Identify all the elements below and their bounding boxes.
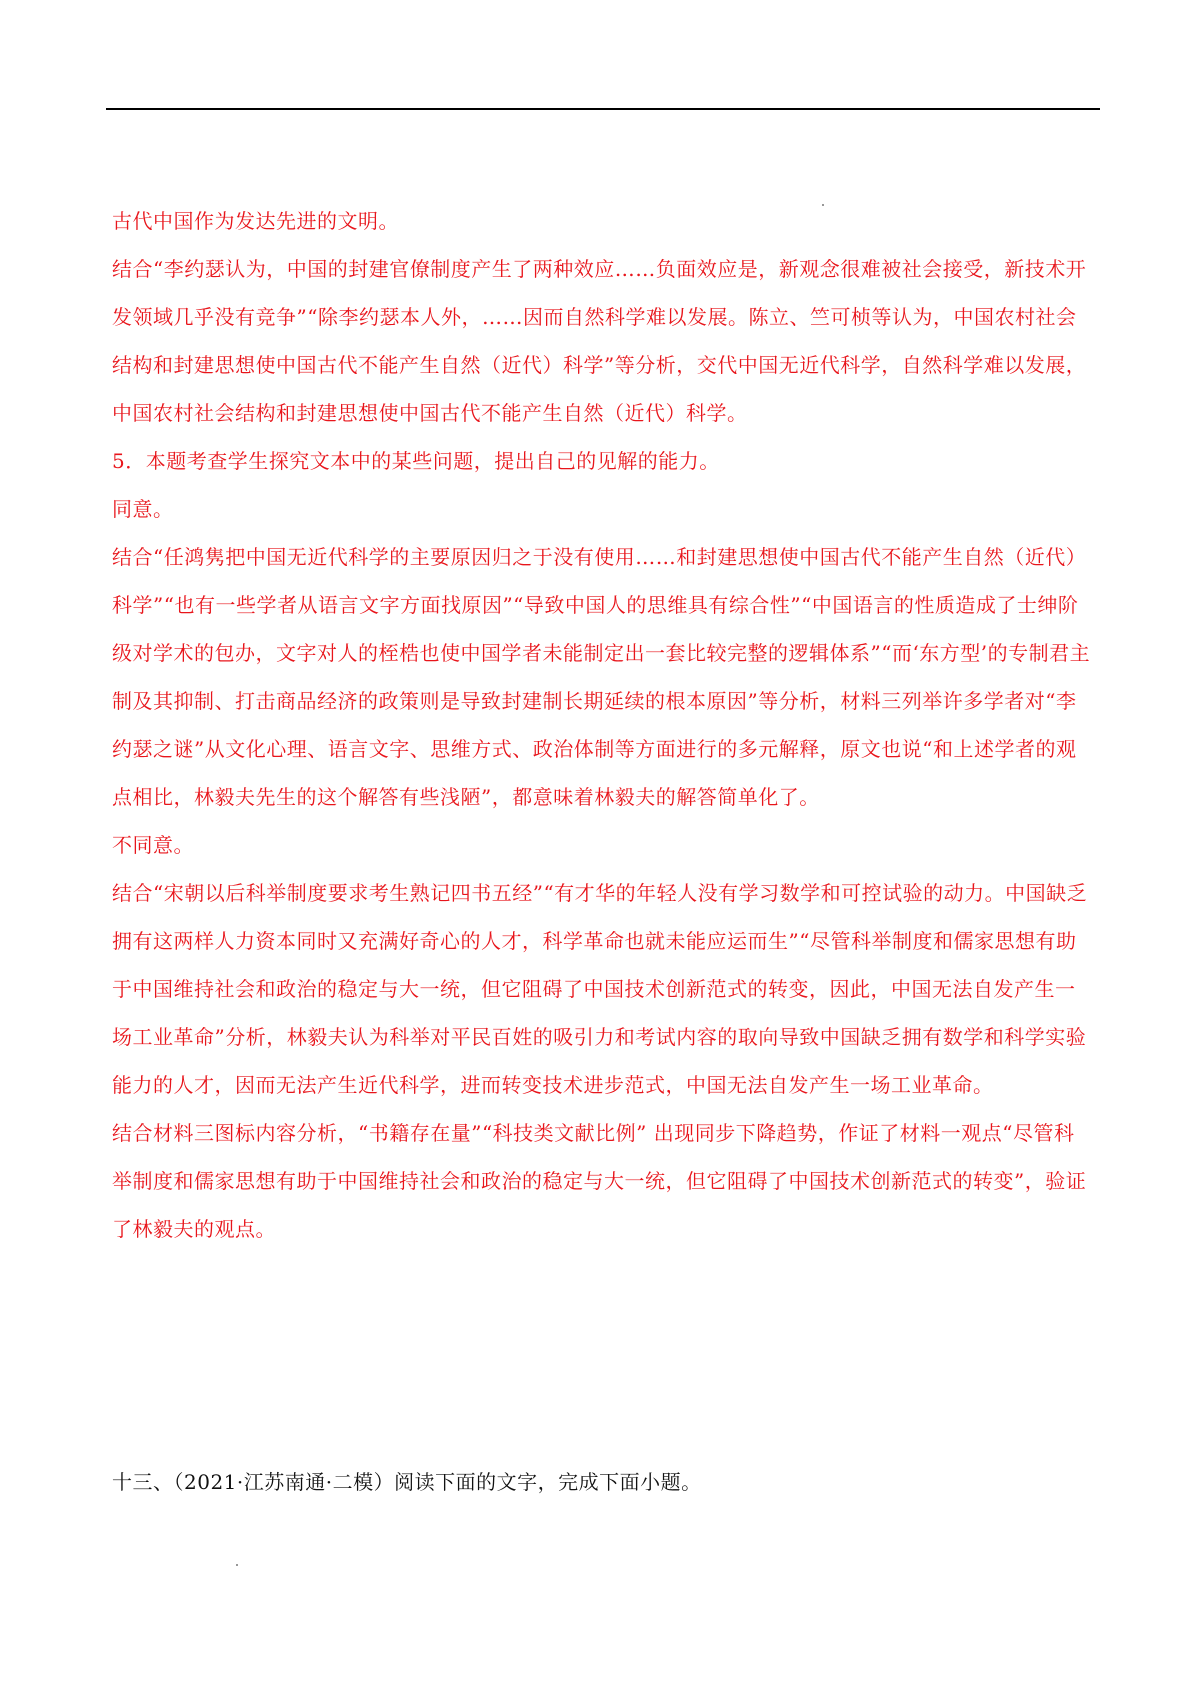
- next-question-heading: 十三、（2021·江苏南通·二模）阅读下面的文字，完成下面小题。: [112, 1470, 702, 1494]
- paragraph-7: 结合“宋朝以后科举制度要求考生熟记四书五经”“有才华的年轻人没有学习数学和可控试验的动力。中国缺乏拥有这两样人力资本同时又充满好奇心的人才，科学革命也就未能应运而生”“尽管科举制度和儒家思想有助于中国维持社会和政治的稳定与大一统，但它阻碍了中国技术创新范式的转变，因此，中国无法自发产生一场工业革命”分析，林毅夫认为科举对平民百姓的吸引力和考试内容的取向导致中国缺乏拥有数学和科学实验能力的人才，因而无法产生近代科学，进而转变技术进步范式，中国无法自发产生一场工业革命。: [112, 881, 1088, 1097]
- paragraph-1: 古代中国作为发达先进的文明。: [112, 209, 399, 233]
- paragraph-2: 结合“李约瑟认为，中国的封建官僚制度产生了两种效应……负面效应是，新观念很难被社会接受，新技术开发领域几乎没有竞争”“除李约瑟本人外，……因而自然科学难以发展。陈立、竺可桢等认为，中国农村社会结构和封建思想使中国古代不能产生自然（近代）科学”等分析，交代中国无近代科学，自然科学难以发展，中国农村社会结构和封建思想使中国古代不能产生自然（近代）科学。: [112, 257, 1087, 425]
- paragraph-5: 结合“任鸿隽把中国无近代科学的主要原因归之于没有使用……和封建思想使中国古代不能产生自然（近代）科学”“也有一些学者从语言文字方面找原因”“导致中国人的思维具有综合性”“中国语言的性质造成了士绅阶级对学术的包办，文字对人的桎梏也使中国学者未能制定出一套比较完整的逻辑体系”“而‘东方型’的专制君主制及其抑制、打击商品经济的政策则是导致封建制长期延续的根本原因”等分析，材料三列举许多学者对“李约瑟之谜”从文化心理、语言文字、思维方式、政治体制等方面进行的多元解释，原文也说“和上述学者的观点相比，林毅夫先生的这个解答有些浅陋”，都意味着林毅夫的解答简单化了。: [112, 545, 1091, 809]
- paragraph-3: 5．本题考查学生探究文本中的某些问题，提出自己的见解的能力。: [112, 449, 720, 473]
- header-rule: [106, 108, 1100, 110]
- paragraph-8: 结合材料三图标内容分析，“书籍存在量”“科技类文献比例” 出现同步下降趋势，作证了材料一观点“尽管科举制度和儒家思想有助于中国维持社会和政治的稳定与大一统，但它阻碍了中国技术创新范式的转变”，验证了林毅夫的观点。: [112, 1121, 1087, 1241]
- answer-content: [112, 197, 1092, 1253]
- paragraph-6: 不同意。: [112, 833, 194, 857]
- paragraph-4: 同意。: [112, 497, 174, 521]
- stray-dot-bottom: [236, 1564, 238, 1566]
